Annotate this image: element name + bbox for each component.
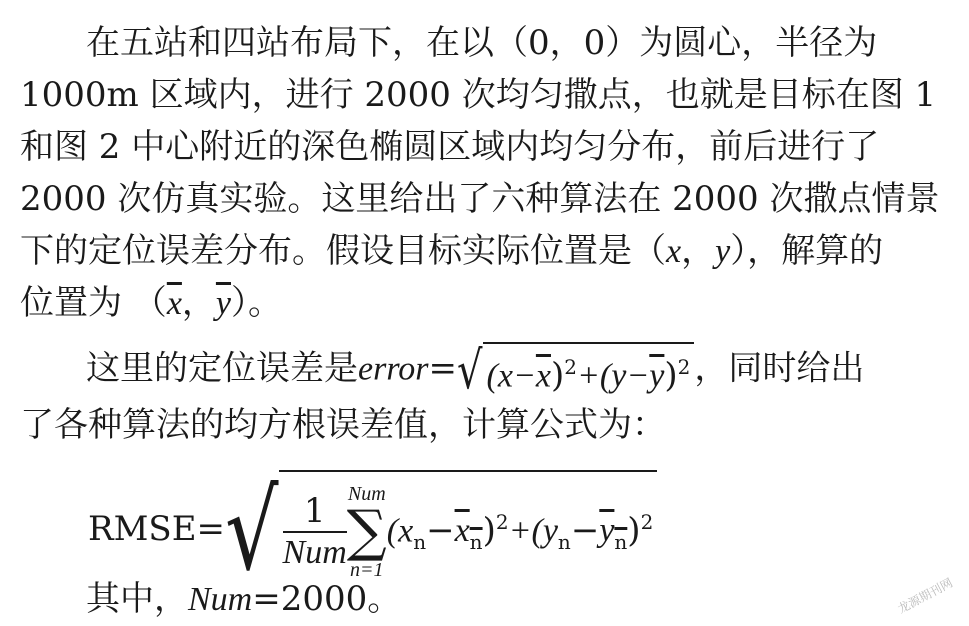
line6-text-a: 位置为 （ [20,283,167,323]
error-sqrt: √ $(x-\overline{x})^2+(y-\overline{y})^2$ [457,342,694,399]
error-label: error [358,350,429,388]
watermark: 龙源期刊网 [895,575,956,617]
rmse-sqrt: √ $\frac{1}{\text{Num}}$ Num ∑ n=1 $(x_n-x_n)^2+(y_n-y_n)^2$ [225,470,657,592]
para2-text-a: 这里的定位误差是 [86,348,358,389]
var-x-bar: $\overline{x}$ [166,285,182,322]
line5-text-a: 下的定位误差分布。假设目标实际位置是（ [20,231,666,271]
rmse-label: RMSE= [88,509,226,550]
para1-line6 [20,280,282,327]
sum-symbol: Num ∑ n=1 [346,483,387,582]
var-y-bar: $\overline{y}$ [215,285,231,322]
para1-line2: 1000m 区域内，进行 2000 次均匀撒点，也就是目标在图 1 [20,75,937,115]
comma: ， [681,231,716,271]
var-y: y [715,233,731,270]
para1-line4: 2000 次仿真实验。这里给出了六种算法在 2000 次撒点情景 [20,179,940,219]
footer-suffix: =2000。 [252,579,402,619]
footer-num: Num [188,581,253,618]
comma2: ， [181,283,216,323]
para1-line5 [20,228,883,275]
rmse-fraction: $\frac{1}{\text{Num}}$ [282,491,347,572]
line5-text-b: ），解算的 [730,231,884,271]
para2-text-b: ，同时给出 [694,348,865,389]
line6-text-b: ）。 [231,283,282,323]
para2-line1: 这里的定位误差是error=√ $(x-\overline{x})^2+(y-\overline{y})^2$ ，同时给出 [86,340,865,401]
para2-line2: 了各种算法的均方根误差值，计算公式为： [20,405,666,445]
rmse-formula [88,467,657,595]
para1-line1: 在五站和四站布局下，在以（0，0）为圆心，半径为 [86,23,878,63]
para1-line3: 和图 2 中心附近的深色椭圆区域内均匀分布，前后进行了 [20,127,880,167]
footer-line [86,576,401,623]
footer-prefix: 其中， [86,579,188,619]
var-x: x [666,233,682,270]
